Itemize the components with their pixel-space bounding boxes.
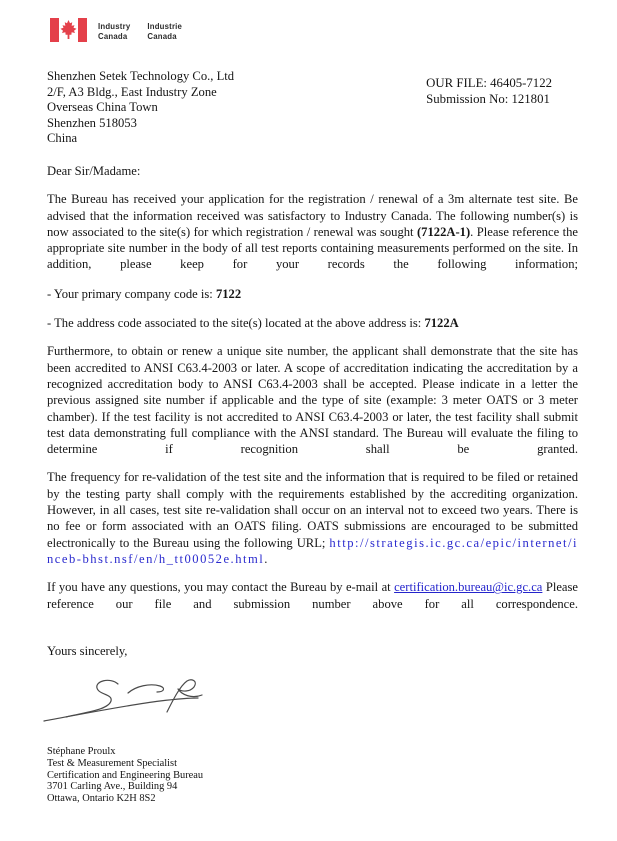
p1-text2: . Please reference the appropriate site number in the body of all test reports containing measurements performed on the site. In addition, please keep for your records the following information; xyxy=(47,224,578,272)
address-code-bold: 7122A xyxy=(424,316,459,331)
logo-english-line1: Industry xyxy=(98,22,131,31)
signer-block xyxy=(47,746,578,805)
recipient-address xyxy=(47,69,234,147)
oats-url-link[interactable]: http://strategis.ic.gc.ca/epic/internet/inceb-bhst.nsf/en/h_tt00052e.html xyxy=(47,535,578,566)
logo-wordmark-french xyxy=(147,22,182,41)
bullet-primary-company-code xyxy=(47,286,578,302)
bullet-address-code xyxy=(47,315,578,331)
p4-text1: If you have any questions, you may contact the Bureau by e-mail at xyxy=(47,580,395,595)
recipient-address-line: 2/F, A3 Bldg., East Industry Zone xyxy=(47,84,217,99)
logo-english-line2: Canada xyxy=(98,31,128,41)
signer-name: Stéphane Proulx xyxy=(47,746,116,758)
logo-french-line1: Industrie xyxy=(147,22,183,31)
b1-text: - Your primary company code is: xyxy=(47,286,216,301)
recipient-address-line: Overseas China Town xyxy=(47,100,158,115)
submission-no-line: Submission No: 121801 xyxy=(426,92,550,106)
p3-text: The frequency for re-validation of the test site and the information that is required to be filed or retained by the testing party shall comply with the requirements established by the accrediting organization. However, in all cases, test site re-validation shall occur on an interval not to exceed two years. There is no fee or form associated with an OATS filing. OATS submissions are encouraged to be submitted electronically to the Bureau using the following URL; xyxy=(47,470,578,550)
logo-wordmark xyxy=(98,22,182,41)
p3-period: . xyxy=(264,551,268,566)
p4-text2: Please reference our file and submission number above for all correspondence. xyxy=(47,580,578,611)
p1-text1: The Bureau has received your application for the registration / renewal of a 3m alternate test site. Be advised that the information received was satisfactory to Industry Canada. The following number(s) is now associated to the site(s) for which registration / renewal was sought xyxy=(47,192,578,239)
paragraph-contact xyxy=(47,579,578,612)
paragraph-acknowledgement xyxy=(47,191,578,272)
signer-title: Test & Measurement Specialist xyxy=(47,757,177,769)
recipient-address-line: Shenzhen 518053 xyxy=(47,115,137,130)
contact-email-link[interactable]: certification.bureau@ic.gc.ca xyxy=(394,580,543,595)
paragraph-accreditation: Furthermore, to obtain or renew a unique site number, the applicant shall demonstrate that the site has been accredited to ANSI C63.4-2003 or later. A scope of accreditation indicating the accreditation by a recognized accreditation body to ANSI C63.4-2003 shall be accepted. Please indicate in a letter the previous assigned site number if applicable and the type of site (example: 3 meter OATS or 3 meter chamber). If the test facility is not accredited to ANSI C63.4-2003 or later, the test facility shall submit test data demonstrating full compliance with the ANSI standard. The Bureau will evaluate the filing to determine if recognition shall be granted. xyxy=(47,344,578,457)
logo-french-line2: Canada xyxy=(147,31,177,41)
signer-city: Ottawa, Ontario K2H 8S2 xyxy=(47,793,156,805)
b2-text: - The address code associated to the site(s) located at the above address is: xyxy=(47,316,425,331)
company-code-bold: 7122 xyxy=(215,286,242,301)
paragraph-revalidation xyxy=(47,469,578,567)
signer-street: 3701 Carling Ave., Building 94 xyxy=(47,781,178,793)
canada-flag-icon xyxy=(50,18,87,42)
closing-yours-sincerely: Yours sincerely, xyxy=(47,643,128,658)
file-reference xyxy=(426,75,552,147)
recipient-address-line: China xyxy=(47,131,78,146)
industry-canada-logo xyxy=(47,18,578,42)
logo-wordmark-english xyxy=(98,22,130,41)
recipient-address-line: Shenzhen Setek Technology Co., Ltd xyxy=(47,69,235,83)
address-row xyxy=(47,69,578,147)
site-number-bold: (7122A-1) xyxy=(416,224,471,239)
signer-bureau: Certification and Engineering Bureau xyxy=(47,769,204,781)
signature-scribble xyxy=(42,671,217,723)
our-file-line: OUR FILE: 46405-7122 xyxy=(426,76,552,90)
salutation: Dear Sir/Madame: xyxy=(47,163,141,178)
